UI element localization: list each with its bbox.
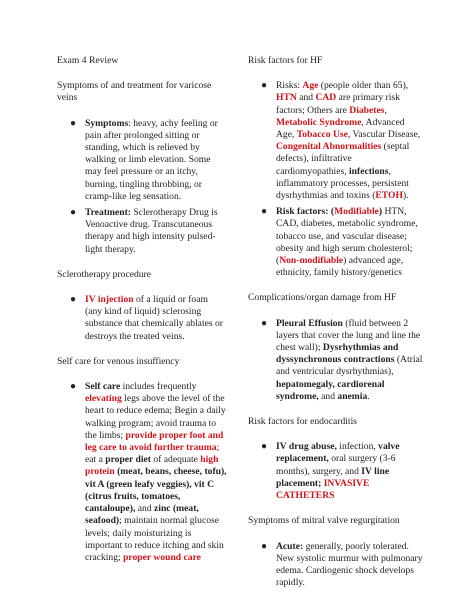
rich-text	[85, 207, 218, 255]
text-run: Risks:	[276, 80, 303, 92]
complications-item	[248, 318, 424, 403]
text-run: of a liquid or foam (any kind of liquid) sclerosing substance that chemically ablates or destroys the treated veins.	[85, 294, 223, 342]
highlight-text: Metabolic Syndrome	[276, 116, 362, 128]
text-run: of adequate	[151, 454, 201, 466]
text-run: .	[367, 390, 370, 402]
mitral-item	[248, 541, 424, 590]
rich-text	[276, 80, 420, 201]
text-run: : heavy, achy feeling or pain after prolonged sitting or standing, which is relieved by walking or limb elevation. Some may feel pressure or an itchy, burning, tingling throbbing, or cramp-like leg sensation.	[85, 117, 218, 202]
highlight-text: INVASIVE CATHETERS	[276, 477, 370, 502]
endocarditis-heading: Risk factors for endocarditis	[248, 416, 357, 428]
text-run: includes frequently	[120, 381, 197, 393]
bold-text: Treatment:	[85, 207, 134, 219]
endocarditis-list	[248, 441, 424, 502]
text-run: , Vascular Disease,	[347, 129, 421, 141]
bold-text: Self care	[85, 381, 121, 393]
text-run: ) advanced age, ethnicity, family history/genetics	[276, 255, 404, 279]
rich-text	[276, 206, 418, 278]
bullet-icon: ●	[261, 317, 268, 329]
rich-text	[276, 318, 422, 402]
highlight-text: Age	[302, 80, 319, 92]
bold-text: infections	[349, 165, 389, 177]
bold-text: Risk factors: (	[276, 206, 335, 218]
bold-text: )	[378, 206, 383, 218]
endocarditis-item	[248, 441, 424, 502]
sclerotherapy-list	[57, 294, 227, 343]
sclerotherapy-heading: Sclerotherapy procedure	[57, 268, 152, 280]
bullet-icon: ●	[261, 206, 268, 218]
text-run: oral surgery (3-6 months), surgery, and	[276, 453, 396, 477]
hf-risk-factors-item	[248, 206, 424, 279]
highlight-text: Diabetes	[349, 104, 385, 116]
text-run: Sclerotherapy Drug is Venoactive drug. Transcutaneous therapy and high intensity pulsed-light therapy.	[85, 207, 218, 255]
bold-text: Acute:	[276, 540, 304, 552]
sclerotherapy-item	[57, 294, 227, 343]
varicose-list	[57, 118, 227, 256]
hf-risk-list	[248, 80, 424, 279]
rich-text	[276, 441, 400, 501]
highlight-text: CAD	[315, 92, 337, 104]
highlight-text: IV injection	[85, 294, 134, 306]
text-run: (fluid between 2 layers that cover the lung and line the chest wall);	[276, 317, 421, 354]
bold-text: anemia	[337, 390, 368, 402]
document-title: Exam 4 Review	[57, 55, 119, 66]
highlight-text: elevating	[85, 393, 122, 405]
text-run: legs above the level of the heart to reduce edema; Begin a daily walking program; avoid trauma to the limbs;	[85, 393, 226, 441]
bullet-icon: ●	[70, 381, 77, 393]
complications-heading: Complications/organ damage from HF	[248, 292, 397, 304]
text-run: ).	[402, 190, 409, 202]
bold-text: IV drug abuse,	[276, 441, 337, 453]
text-run: (septal defects), infiltrative cardiomyopathies,	[276, 141, 410, 177]
text-run: ,	[384, 104, 387, 116]
text-run: are primary risk factors; Others are	[276, 92, 400, 116]
bullet-icon: ●	[261, 540, 268, 552]
highlight-text: high protein	[85, 454, 219, 478]
rich-text	[85, 294, 223, 342]
bold-text: IV line placement;	[276, 465, 390, 489]
bold-text: valve replacement,	[276, 441, 400, 465]
text-run: and	[318, 390, 338, 402]
left-column	[57, 55, 227, 577]
selfcare-heading: Self care for venous insuffiency	[57, 355, 180, 367]
text-run: (Atrial and ventricular dysrhythmias),	[276, 354, 423, 378]
complications-list	[248, 318, 424, 403]
text-run: (people older than 65),	[318, 80, 409, 92]
bold-text: proper diet	[105, 454, 151, 466]
selfcare-item	[57, 381, 227, 564]
varicose-symptoms-item	[57, 118, 227, 203]
bold-text: zinc (meat, seafood)	[85, 503, 199, 527]
highlight-text: provide proper foot and leg care to avoid further trauma	[85, 429, 224, 454]
text-run: generally, poorly tolerated. New systolic murmur with pulmonary edema. Cardiogenic shock develops rapidly.	[276, 540, 423, 589]
bold-text: Pleural Effusion	[276, 317, 343, 329]
bullet-icon: ●	[70, 117, 77, 129]
text-run: ; eat a	[85, 442, 220, 466]
highlight-text: Congenital Abnormalities	[276, 141, 382, 153]
highlight-text: Non-modifiable	[279, 255, 344, 267]
text-run: , Advanced Age,	[276, 116, 405, 141]
text-run: ; maintain normal glucose levels; daily moisturizing is important to reduce itching and skin cracking;	[85, 515, 224, 563]
bold-text: (meat, beans, cheese, tofu), vit A (green leafy veggies), vit C (citrus fruits, tomatoes, cantaloupe),	[85, 466, 227, 515]
highlight-text: HTN	[276, 92, 297, 104]
varicose-heading: Symptoms of and treatment for varicose veins	[57, 80, 212, 104]
text-run: HTN, CAD, diabetes, metabolic syndrome, tobacco use, and vascular disease; obesity and high serum cholesterol; (	[276, 206, 418, 267]
bullet-icon: ●	[70, 294, 77, 306]
selfcare-list	[57, 381, 227, 564]
text-run: infection,	[336, 441, 379, 453]
bullet-icon: ●	[70, 207, 77, 219]
bullet-icon: ●	[261, 441, 268, 453]
bold-text: Dysrhythmias and dyssynchronous contractions	[276, 342, 399, 366]
hf-risk-heading: Risk factors for HF	[248, 55, 323, 66]
rich-text	[276, 541, 423, 589]
rich-text	[85, 118, 218, 202]
bold-text: hepatomegaly, cardiorenal syndrome,	[276, 378, 385, 402]
highlight-text: ETOH	[375, 190, 403, 202]
highlight-text: proper wound care	[123, 551, 201, 563]
right-column	[248, 55, 424, 602]
highlight-text: Modifiable	[334, 206, 379, 218]
text-run: , inflammatory processes, persistent dysrhythmias and toxins (	[276, 165, 409, 202]
text-run: and	[135, 503, 155, 515]
bold-text: Symptoms	[85, 117, 129, 129]
highlight-text: Tobacco Use	[296, 129, 348, 141]
rich-text	[85, 381, 227, 563]
mitral-list	[248, 541, 424, 590]
bullet-icon: ●	[261, 80, 268, 92]
hf-risks-item	[248, 80, 424, 202]
mitral-heading: Symptoms of mitral valve regurgitation	[248, 515, 400, 527]
varicose-treatment-item	[57, 207, 227, 256]
text-run: and	[296, 92, 316, 104]
